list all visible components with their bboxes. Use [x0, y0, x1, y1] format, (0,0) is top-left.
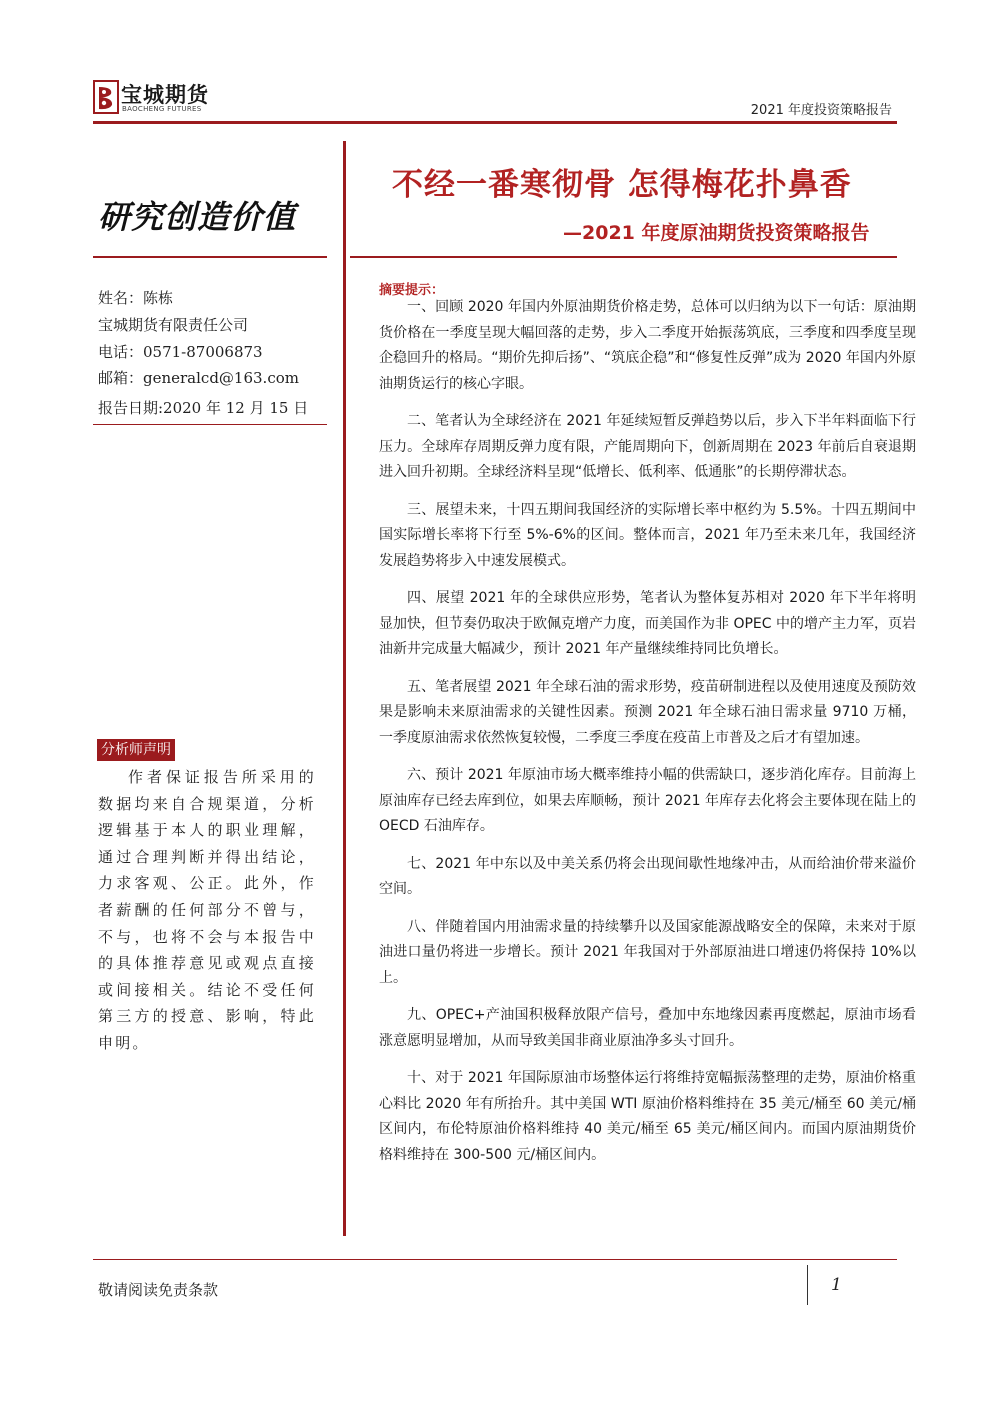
- slogan-divider: [93, 256, 327, 258]
- company-logo-icon: [93, 79, 119, 115]
- report-date: 报告日期:2020 年 12 月 15 日: [98, 399, 309, 417]
- disclaimer-link[interactable]: 敬请阅读免责条款: [98, 1281, 219, 1299]
- summary-paragraph: 五、笔者展望 2021 年全球石油的需求形势，疫苗研制进程以及使用速度及预防效果是影响未来原油需求的关键性因素。预测 2021 年全球石油日需求量 9710 万桶，一季度原油需求依然恢复较慢，二季度三季度在疫苗上市普及之后才有望加速。: [379, 678, 916, 746]
- slogan: 研究创造价值: [98, 198, 297, 236]
- summary-paragraph: 十、对于 2021 年国际原油市场整体运行将维持宽幅振荡整理的走势，原油价格重心料比 2020 年有所抬升。其中美国 WTI 原油价格料维持在 35 美元/桶至 60 美元/桶区间内，布伦特原油价格料维持 40 美元/桶至 65 美元/桶区间内。而国内原油期货价格料维持在 300-500 元/桶区间内。: [379, 1070, 916, 1163]
- footer-separator: [807, 1265, 808, 1305]
- phone-number: 电话：0571-87006873: [98, 343, 263, 361]
- report-type-label: 2021 年度投资策略报告: [750, 103, 892, 118]
- title-divider: [350, 256, 897, 258]
- logo-text: 宝城期货: [121, 82, 209, 107]
- summary-paragraph: 四、展望 2021 年的全球供应形势，笔者认为整体复苏相对 2020 年下半年将明显加快，但节奏仍取决于欧佩克增产力度，而美国作为非 OPEC 中的增产主力军，页岩油新井完成量大幅减少，预计 2021 年产量继续维持同比负增长。: [379, 590, 916, 657]
- page-title: 不经一番寒彻骨 怎得梅花扑鼻香: [392, 167, 852, 203]
- logo-english-text: BAOCHENG FUTURES: [122, 105, 202, 113]
- email-address[interactable]: 邮箱：generalcd@163.com: [98, 369, 299, 387]
- info-divider: [93, 424, 327, 425]
- summary-paragraph: 六、预计 2021 年原油市场大概率维持小幅的供需缺口，逐步消化库存。目前海上原油库存已经去库到位，如果去库顺畅，预计 2021 年库存去化将会主要体现在陆上的 OECD 石油库存。: [379, 767, 916, 834]
- summary-body: [379, 295, 916, 1180]
- header-divider: [93, 121, 897, 124]
- summary-paragraph: 九、OPEC+产油国积极释放限产信号，叠加中东地缘因素再度燃起，原油市场看涨意愿明显增加，从而导致美国非商业原油净多头寸回升。: [379, 1007, 916, 1049]
- summary-paragraph: 七、2021 年中东以及中美关系仍将会出现间歇性地缘冲击，从而给油价带来溢价空间。: [379, 855, 916, 897]
- page-subtitle: —2021 年度原油期货投资策略报告: [563, 222, 870, 244]
- analyst-statement-title: 分析师声明: [97, 739, 175, 761]
- author-name: 姓名：陈栋: [98, 289, 174, 307]
- summary-label: 摘要提示：: [379, 283, 445, 298]
- page-number: 1: [831, 1275, 842, 1295]
- footer-divider: [93, 1259, 897, 1260]
- summary-paragraph: 三、展望未来，十四五期间我国经济的实际增长率中枢约为 5.5%。十四五期间中国实际增长率将下行至 5%-6%的区间。整体而言，2021 年乃至未来几年，我国经济发展趋势将步入中速发展模式。: [379, 501, 916, 569]
- summary-paragraph: 一、回顾 2020 年国内外原油期货价格走势，总体可以归纳为以下一句话：原油期货价格在一季度呈现大幅回落的走势，步入二季度开始振荡筑底，三季度和四季度呈现企稳回升的格局。“期价先抑后扬”、“筑底企稳”和“修复性反弹”成为 2020 年国内外原油期货运行的核心字眼。: [379, 299, 916, 392]
- summary-paragraph: 二、笔者认为全球经济在 2021 年延续短暂反弹趋势以后，步入下半年料面临下行压力。全球库存周期反弹力度有限，产能周期向下，创新周期在 2023 年前后自衰退期进入回升初期。全球经济料呈现“低增长、低利率、低通胀”的长期停滞状态。: [379, 413, 916, 480]
- analyst-statement-text: 作者保证报告所采用的数据均来自合规渠道，分析逻辑基于本人的职业理解，通过合理判断并得出结论，力求客观、公正。此外，作者薪酬的任何部分不曾与，不与，也将不会与本报告中的具体推荐意见或观点直接或间接相关。结论不受任何第三方的授意、影响，特此申明。: [98, 768, 316, 1052]
- company-name: 宝城期货有限责任公司: [98, 316, 249, 334]
- summary-paragraph: 八、伴随着国内用油需求量的持续攀升以及国家能源战略安全的保障，未来对于原油进口量仍将进一步增长。预计 2021 年我国对于外部原油进口增速仍将保持 10%以上。: [379, 918, 916, 986]
- column-divider: [343, 141, 346, 1236]
